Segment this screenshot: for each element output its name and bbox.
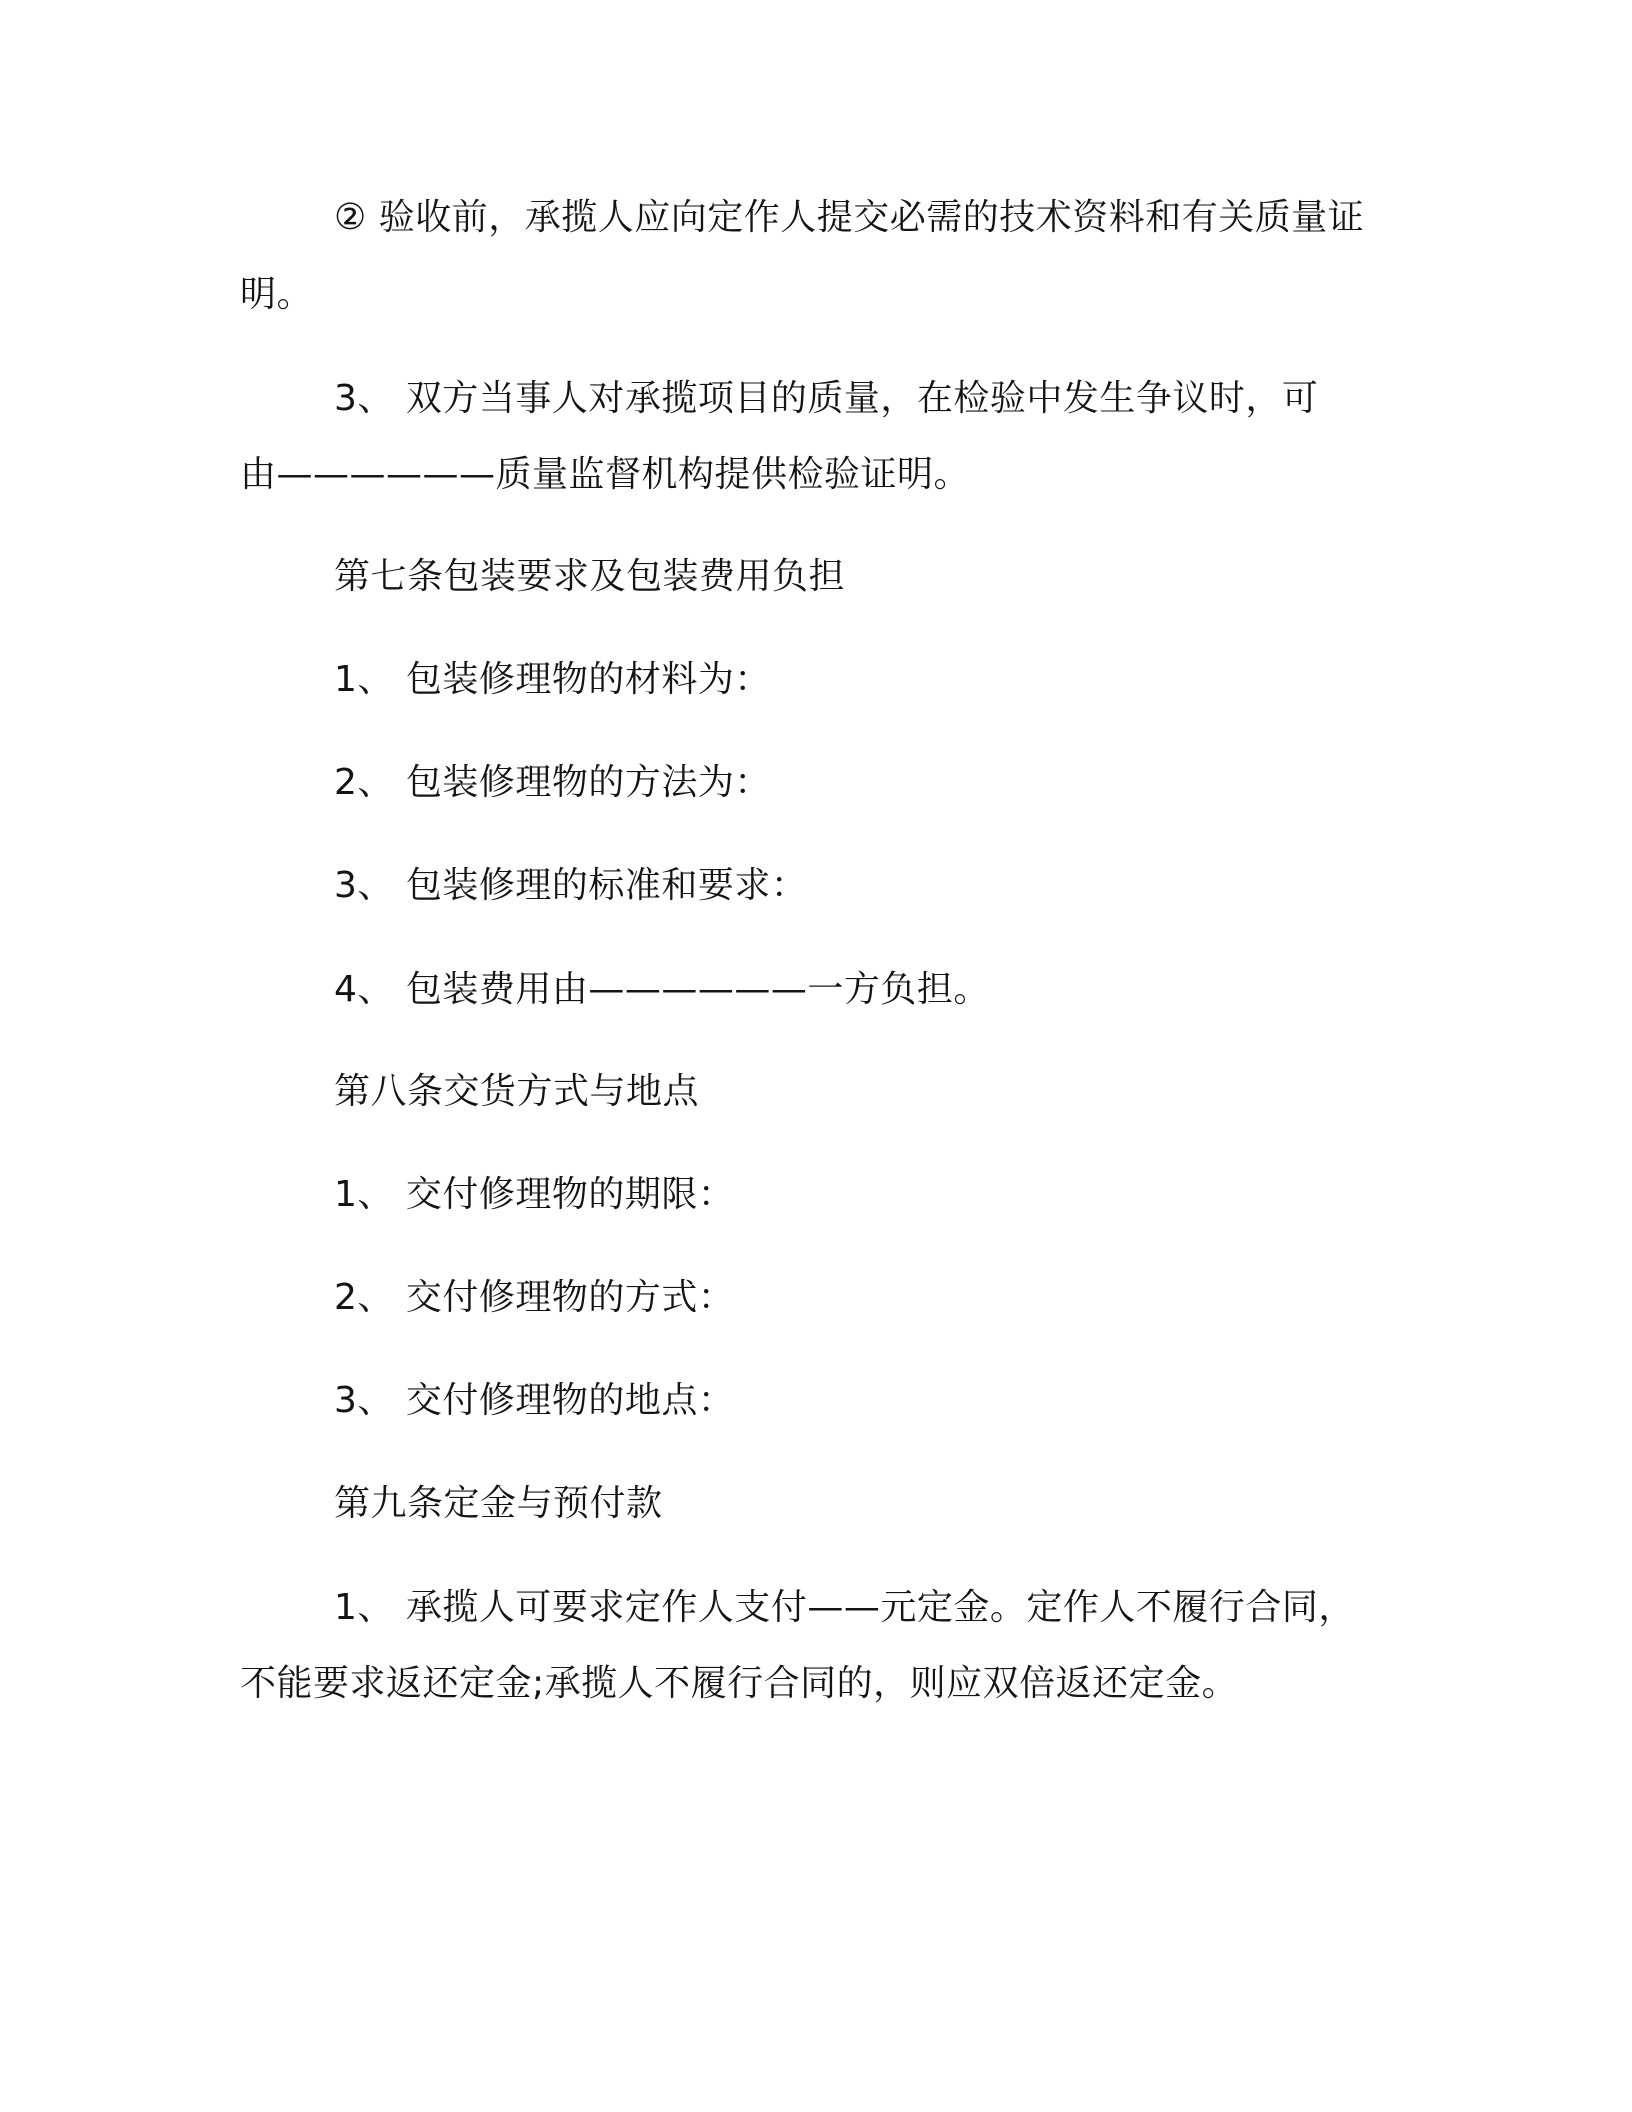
paragraph-line: 明。	[240, 274, 314, 315]
section-heading: 第七条包装要求及包装费用负担	[334, 556, 846, 597]
list-item: 3、 包装修理的标准和要求：	[334, 865, 808, 906]
list-item: 4、 包装费用由——————一方负担。	[334, 969, 990, 1010]
list-item: 1、 交付修理物的期限：	[334, 1174, 735, 1215]
paragraph-line: 不能要求返还定金;承揽人不履行合同的，则应双倍返还定金。	[240, 1663, 1239, 1704]
paragraph-line: 由——————质量监督机构提供检验证明。	[240, 454, 971, 495]
section-heading: 第九条定金与预付款	[334, 1483, 663, 1524]
list-item: 2、 包装修理物的方法为：	[334, 762, 771, 803]
paragraph-line: 3、 双方当事人对承揽项目的质量，在检验中发生争议时，可	[334, 378, 1319, 419]
list-item: 1、 包装修理物的材料为：	[334, 659, 771, 700]
section-heading: 第八条交货方式与地点	[334, 1071, 700, 1112]
paragraph-line: 1、 承揽人可要求定作人支付——元定金。定作人不履行合同，	[334, 1587, 1355, 1628]
list-item: 2、 交付修理物的方式：	[334, 1277, 735, 1318]
list-item: 3、 交付修理物的地点：	[334, 1380, 735, 1421]
paragraph-line: ② 验收前，承揽人应向定作人提交必需的技术资料和有关质量证	[334, 197, 1365, 238]
